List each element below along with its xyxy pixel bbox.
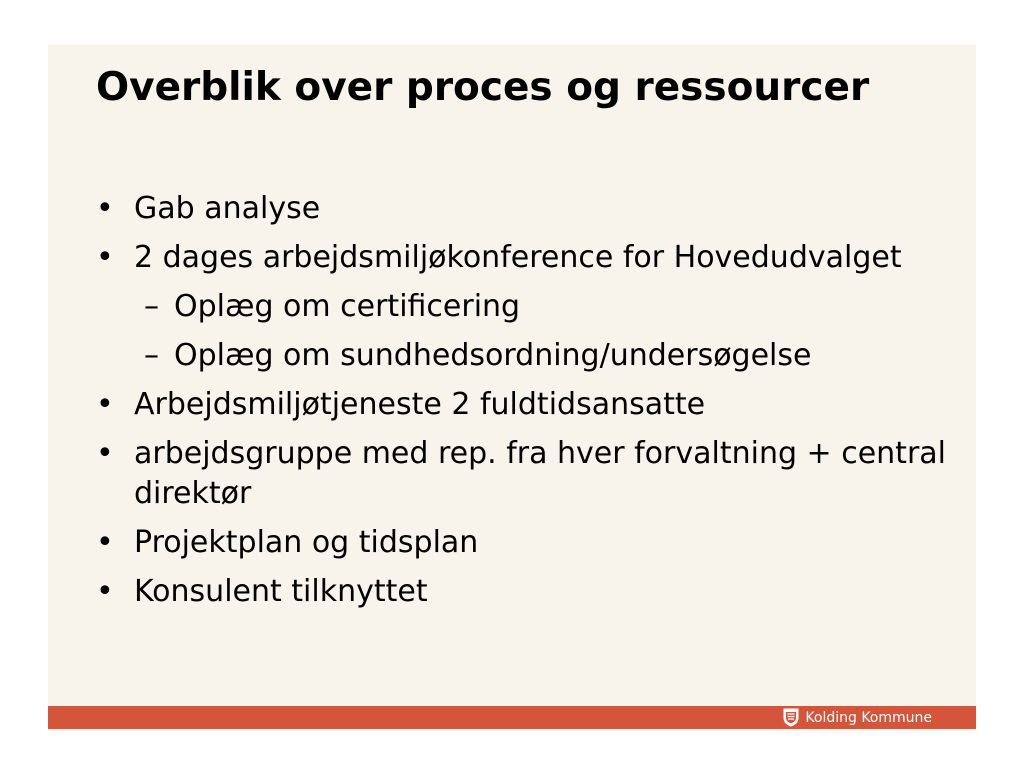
bullet-marker: • — [96, 436, 114, 471]
list-item — [96, 572, 956, 612]
list-item-text: Projektplan og tidsplan — [134, 525, 479, 560]
slide — [48, 45, 976, 731]
list-item-text: Gab analyse — [134, 191, 321, 226]
bullet-marker: • — [96, 240, 114, 275]
list-item — [96, 385, 956, 425]
sub-list-item-text: Oplæg om sundhedsordning/undersøgelse — [174, 338, 812, 373]
bullet-marker: • — [96, 525, 114, 560]
sub-list-item — [144, 287, 956, 327]
slide-title: Overblik over proces og ressourcer — [96, 65, 870, 110]
coat-of-arms-icon — [783, 708, 799, 727]
list-item-text: Arbejdsmiljøtjeneste 2 fuldtidsansatte — [134, 387, 706, 422]
list-item — [96, 434, 956, 514]
list-item-text: arbejdsgruppe med rep. fra hver forvaltning + central direktør — [134, 436, 946, 511]
bullet-list — [96, 189, 956, 621]
brand-logo — [783, 707, 932, 728]
dash-marker: – — [144, 289, 159, 324]
bullet-marker: • — [96, 574, 114, 609]
list-item — [96, 189, 956, 229]
sub-list — [134, 287, 956, 376]
list-item-text: Konsulent tilknyttet — [134, 574, 428, 609]
list-item-text: 2 dages arbejdsmiljøkonference for Hovedudvalget — [134, 240, 902, 275]
dash-marker: – — [144, 338, 159, 373]
list-item — [96, 238, 956, 376]
list-item — [96, 523, 956, 563]
sub-list-item-text: Oplæg om certificering — [174, 289, 521, 324]
bullet-marker: • — [96, 191, 114, 226]
sub-list-item — [144, 336, 956, 376]
bullet-marker: • — [96, 387, 114, 422]
footer-bar — [48, 706, 976, 729]
brand-name: Kolding Kommune — [805, 709, 932, 726]
